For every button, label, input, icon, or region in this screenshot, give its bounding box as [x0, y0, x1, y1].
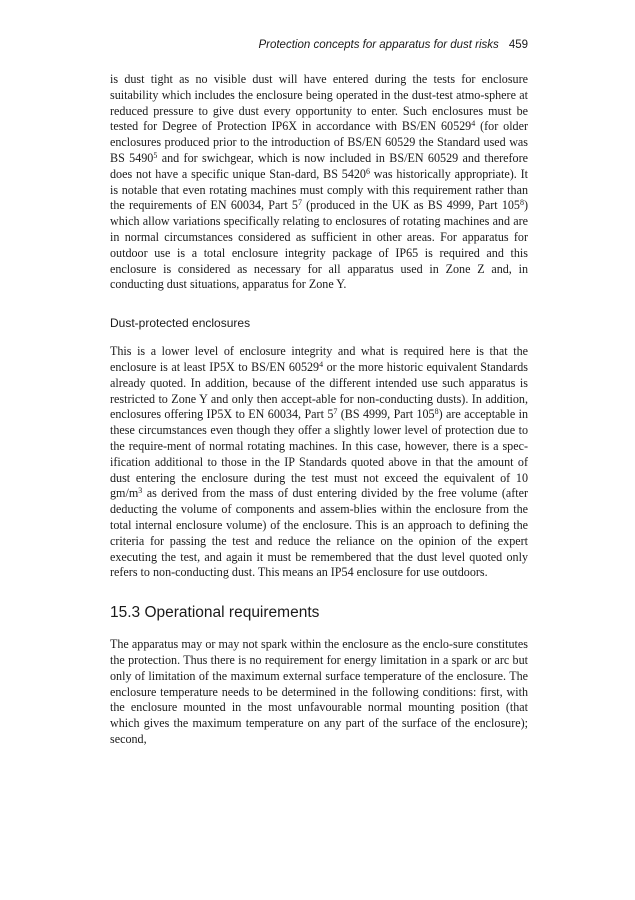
text-run: is dust tight as no visible dust will have entered during the tests for enclosure suitability which includes the enclosure being operated in the dust-test atmo-sphere at reduced pressure to give dust every opportunity to enter. Such enclosures must be tested for Degree of Protection IP6X in accordance with BS/EN 60529: [110, 72, 528, 134]
text-run: ) are acceptable in these circumstances even though they offer a slightly lower level of protection due to the require-ment of normal rotating machines. In this case, however, there is a spec-ification additional to those in the IP Standards quoted above in that the amount of dust entering the enclosure during the test must not exceed the equivalent of 10 gm/m: [110, 407, 529, 501]
section-heading: 15.3 Operational requirements: [110, 604, 320, 622]
paragraph-dust-tight: [110, 72, 528, 293]
reference-superscript: 8: [519, 198, 524, 208]
text-run: (BS 4999, Part 105: [337, 407, 435, 422]
text-run: was historically appropriate). It is notable that even rotating machines must comply with this requirement rather than the requirements of EN 60034, Part 5: [110, 166, 528, 213]
reference-superscript: 4: [471, 119, 476, 129]
reference-superscript: 5: [153, 150, 158, 160]
running-title: Protection concepts for apparatus for dust risks: [258, 39, 499, 51]
running-header: [110, 36, 528, 54]
text-run: (produced in the UK as BS 4999, Part 105: [301, 198, 520, 213]
reference-superscript: 4: [319, 359, 324, 369]
paragraph-dust-protected: [110, 344, 528, 581]
text-run: This is a lower level of enclosure integrity and what is required here is that the enclosure is at least IP5X to BS/EN 60529: [110, 344, 528, 374]
book-page: [110, 36, 528, 748]
unit-superscript: 3: [138, 486, 143, 496]
reference-superscript: 7: [333, 407, 338, 417]
text-run: and for swichgear, which is now included in BS/EN 60529 and therefore does not have a specific unique Stan-dard, BS 5420: [110, 150, 528, 181]
text-run: as derived from the mass of dust entering divided by the free volume (after deducting the volume of components and assem-blies within the enclosure from the total internal enclosure volume) of the enclosure. This is an approach to defining the criteria for passing the test and reduce the reliance on the opinion of the expert executing the test, and again it must be remembered that the dust level quoted only refers to non-conducting dust. This means an IP54 enclosure for use outdoors.: [110, 486, 528, 580]
subheading-dust-protected: Dust-protected enclosures: [110, 316, 251, 331]
reference-superscript: 8: [434, 407, 439, 417]
page-number: 459: [508, 39, 528, 51]
reference-superscript: 6: [365, 166, 370, 176]
text-run: ) which allow variations specifically relating to enclosures of rotating machines and are in normal circumstances considered as sufficient in other areas. For apparatus for outdoor use is a total enclosure integrity package of IP65 is required and this enclosure is considered as necessary for all apparatus used in Zone Z and, in conducting dust situations, apparatus for Zone Y.: [110, 198, 528, 292]
text-run: or the more historic equivalent Standards already quoted. In addition, because of the different intended use such apparatus is restricted to Zone Y and only then accept-able for non-conducting dusts). In addition, enclosures offering IP5X to EN 60034, Part 5: [110, 359, 528, 422]
paragraph-operational: The apparatus may or may not spark within the enclosure as the enclo-sure constitutes the protection. Thus there is no requirement for energy limitation in a spark or arc but only of limitation of the maximum external surface temperature of the enclosure. The enclosure temperature needs to be determined in the following conditions: first, with the enclosure mounted in the most unfavourable normal mounting position (that which gives the maximum temperature on any part of the surface of the enclosure); second,: [110, 637, 528, 746]
text-run: (for older enclosures produced prior to the introduction of BS/EN 60529 the Standard used was BS 5490: [110, 119, 528, 165]
reference-superscript: 7: [297, 198, 302, 208]
